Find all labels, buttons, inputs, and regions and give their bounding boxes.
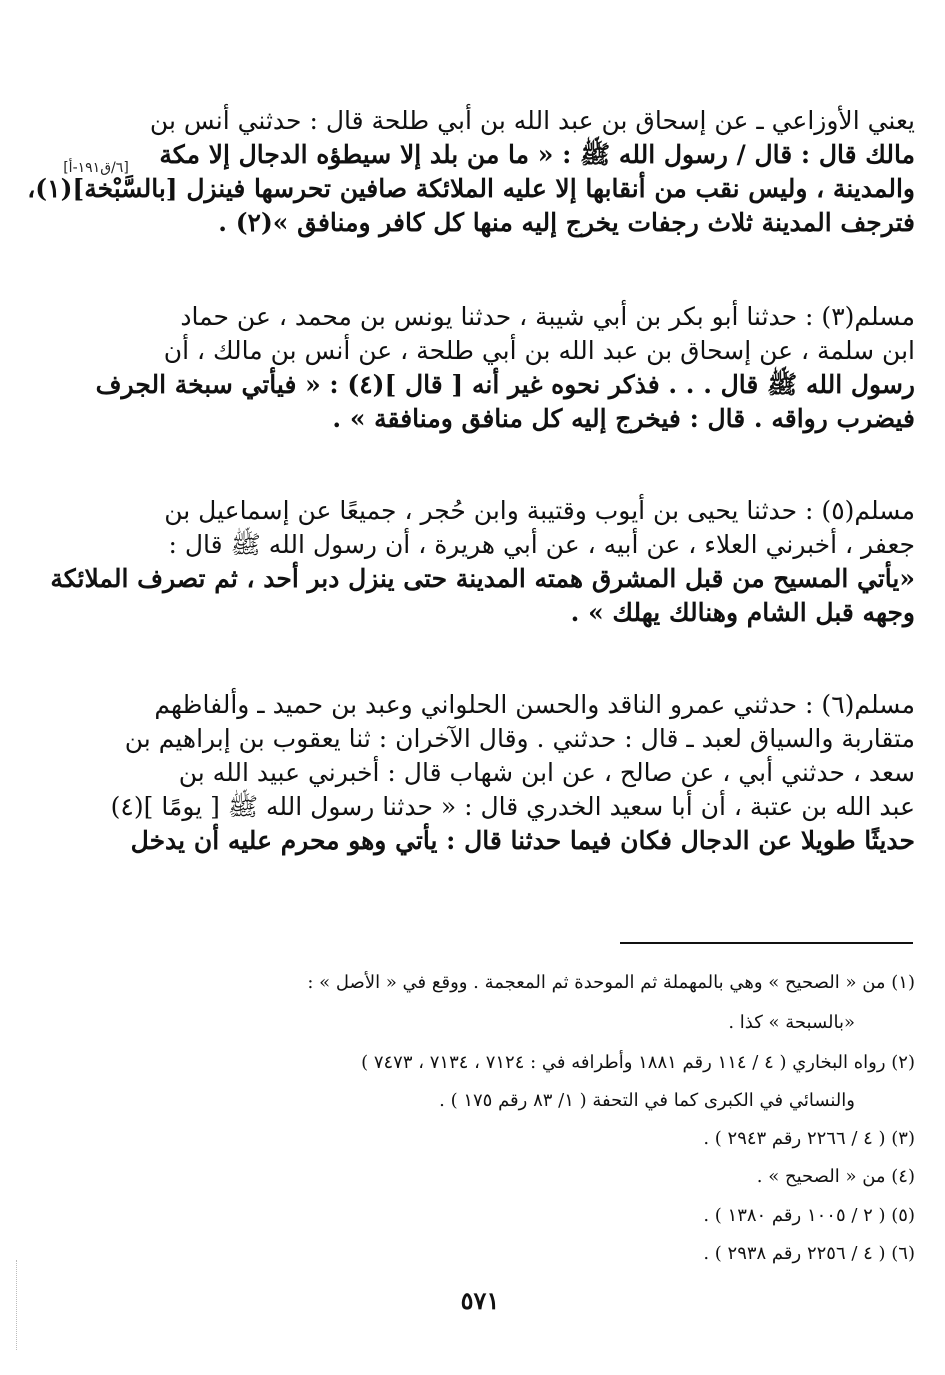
paragraph-line: «يأتي المسيح من قبل المشرق همته المدينة حتى ينزل دبر أحد ، ثم تصرف الملائكة — [50, 564, 915, 593]
paragraph-line: حديثًا طويلا عن الدجال فكان فيما حدثنا قال : يأتي وهو محرم عليه أن يدخل — [130, 826, 915, 855]
paragraph-line: والمدينة ، وليس نقب من أنقابها إلا عليه الملائكة صافين تحرسها فينزل [بالسَّبْخة](١)، — [27, 174, 915, 203]
paragraph-line: جعفر ، أخبرني العلاء ، عن أبيه ، عن أبي هريرة ، أن رسول الله ﷺ قال : — [168, 530, 915, 559]
margin-manuscript-reference: [٦/ق١٩١-أ] — [63, 160, 129, 176]
footnote-6: (٦) ( ٤ / ٢٢٥٦ رقم ٢٩٣٨ ) . — [703, 1243, 915, 1264]
paragraph-line: يعني الأوزاعي ـ عن إسحاق بن عبد الله بن أبي طلحة قال : حدثني أنس بن — [149, 106, 915, 135]
page-number: ٥٧١ — [460, 1286, 500, 1315]
paragraph-line: فيضرب رواقه . قال : فيخرج إليه كل منافق ومنافقة » . — [332, 404, 915, 433]
footnote-5: (٥) ( ٢ / ١٠٠٥ رقم ١٣٨٠ ) . — [703, 1205, 915, 1226]
paragraph-line: متقاربة والسياق لعبد ـ قال : حدثني . وقال الآخران : ثنا يعقوب بن إبراهيم بن — [124, 724, 915, 753]
paragraph-line: وجهه قبل الشام وهنالك يهلك » . — [570, 598, 915, 627]
footnote-1-continuation: «بالسبحة » كذا . — [728, 1012, 855, 1033]
paragraph-line: مالك قال : قال / رسول الله ﷺ : « ما من بلد إلا سيطؤه الدجال إلا مكة — [159, 140, 915, 169]
footnote-2: (٢) رواه البخاري ( ٤ / ١١٤ رقم ١٨٨١ وأطرافه في : ٧١٢٤ ، ٧١٣٤ ، ٧٤٧٣ ) — [361, 1052, 915, 1073]
footnote-3: (٣) ( ٤ / ٢٢٦٦ رقم ٢٩٤٣ ) . — [703, 1128, 915, 1149]
paragraph-line: مسلم(٦) : حدثني عمرو الناقد والحسن الحلواني وعبد بن حميد ـ وألفاظهم — [154, 690, 915, 719]
paragraph-line: مسلم(٥) : حدثنا يحيى بن أيوب وقتيبة وابن حُجر ، جميعًا عن إسماعيل بن — [164, 496, 915, 525]
paragraph-4 — [110, 688, 915, 858]
paragraph-line: مسلم(٣) : حدثنا أبو بكر بن أبي شيبة ، حدثنا يونس بن محمد ، عن حماد — [180, 302, 915, 331]
footnote-divider — [620, 942, 913, 944]
paragraph-line: عبد الله بن عتبة ، أن أبا سعيد الخدري قال : « حدثنا رسول الله ﷺ [ يومًا ](٤) — [110, 792, 915, 821]
scan-edge-mark — [16, 1260, 19, 1350]
paragraph-3 — [50, 494, 915, 630]
paragraph-line: ابن سلمة ، عن إسحاق بن عبد الله بن أبي طلحة ، عن أنس بن مالك ، أن — [163, 336, 915, 365]
footnote-2-continuation: والنسائي في الكبرى كما في التحفة ( ١/ ٨٣ رقم ١٧٥ ) . — [439, 1090, 855, 1111]
paragraph-line: رسول الله ﷺ قال . . . فذكر نحوه غير أنه [ قال ](٤) : « فيأتي سبخة الجرف — [95, 370, 915, 399]
paragraph-line: فترجف المدينة ثلاث رجفات يخرج إليه منها كل كافر ومنافق »(٢) . — [218, 208, 915, 237]
paragraph-line: سعد ، حدثني أبي ، عن صالح ، عن ابن شهاب قال : أخبرني عبيد الله بن — [178, 758, 915, 787]
paragraph-2 — [95, 300, 915, 436]
footnote-4: (٤) من « الصحيح » . — [756, 1166, 915, 1187]
footnote-1: (١) من « الصحيح » وهي بالمهملة ثم الموحدة ثم المعجمة . ووقع في « الأصل » : — [307, 972, 915, 993]
